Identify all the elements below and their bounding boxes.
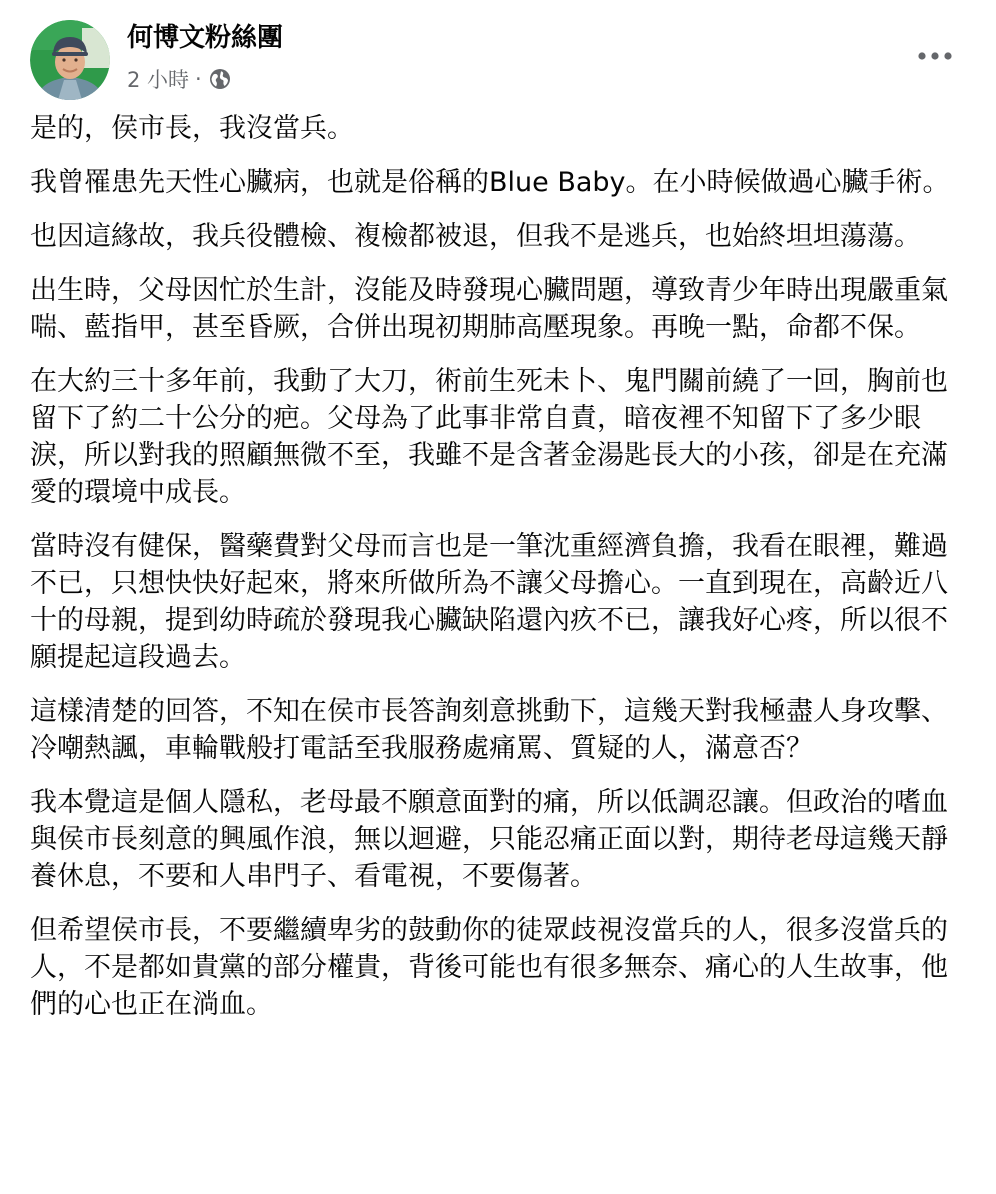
post-paragraph: 但希望侯市長，不要繼續卑劣的鼓動你的徒眾歧視沒當兵的人，很多沒當兵的人，不是都如貴黨的部分權貴，背後可能也有很多無奈、痛心的人生故事，他們的心也正在淌血。 — [30, 915, 948, 1020]
post-timestamp[interactable]: 2 小時 — [127, 68, 190, 92]
post-paragraph: 我本覺這是個人隱私，老母最不願意面對的痛，所以低調忍讓。但政治的嗜血與侯市長刻意的興風作浪，無以迴避，只能忍痛正面以對，期待老母這幾天靜養休息，不要和人串門子、看電視，不要傷著。 — [30, 787, 948, 892]
post-paragraph: 也因這緣故，我兵役體檢、複檢都被退，但我不是逃兵，也始終坦坦蕩蕩。 — [30, 221, 921, 252]
meta-separator: · — [195, 67, 202, 91]
post-paragraph: 我曾罹患先天性心臟病，也就是俗稱的Blue Baby。在小時候做過心臟手術。 — [30, 167, 950, 198]
post-header — [30, 0, 974, 110]
post-paragraph: 是的，侯市長，我沒當兵。 — [30, 113, 354, 144]
post-paragraph: 出生時，父母因忙於生計，沒能及時發現心臟問題，導致青少年時出現嚴重氣喘、藍指甲，甚至昏厥，合併出現初期肺高壓現象。再晚一點，命都不保。 — [30, 275, 948, 343]
post-body — [30, 110, 974, 1023]
author-avatar[interactable] — [30, 20, 110, 100]
author-name[interactable]: 何博文粉絲團 — [127, 23, 284, 53]
post-paragraph: 當時沒有健保，醫藥費對父母而言也是一筆沈重經濟負擔，我看在眼裡，難過不已，只想快快好起來，將來所做所為不讓父母擔心。一直到現在，高齡近八十的母親，提到幼時疏於發現我心臟缺陷還內疚不已，讓我好心疼，所以很不願提起這段過去。 — [30, 531, 948, 673]
post-meta — [127, 64, 231, 94]
post-paragraph: 在大約三十多年前，我動了大刀，術前生死未卜、鬼門關前繞了一回，胸前也留下了約二十公分的疤。父母為了此事非常自責，暗夜裡不知留下了多少眼淚，所以對我的照顧無微不至，我雖不是含著金湯匙長大的小孩，卻是在充滿愛的環境中成長。 — [30, 366, 948, 508]
more-options-icon[interactable] — [914, 38, 956, 74]
globe-icon[interactable] — [209, 68, 231, 90]
post-paragraph: 這樣清楚的回答，不知在侯市長答詢刻意挑動下，這幾天對我極盡人身攻擊、冷嘲熱諷，車輪戰般打電話至我服務處痛罵、質疑的人，滿意否？ — [30, 696, 948, 764]
